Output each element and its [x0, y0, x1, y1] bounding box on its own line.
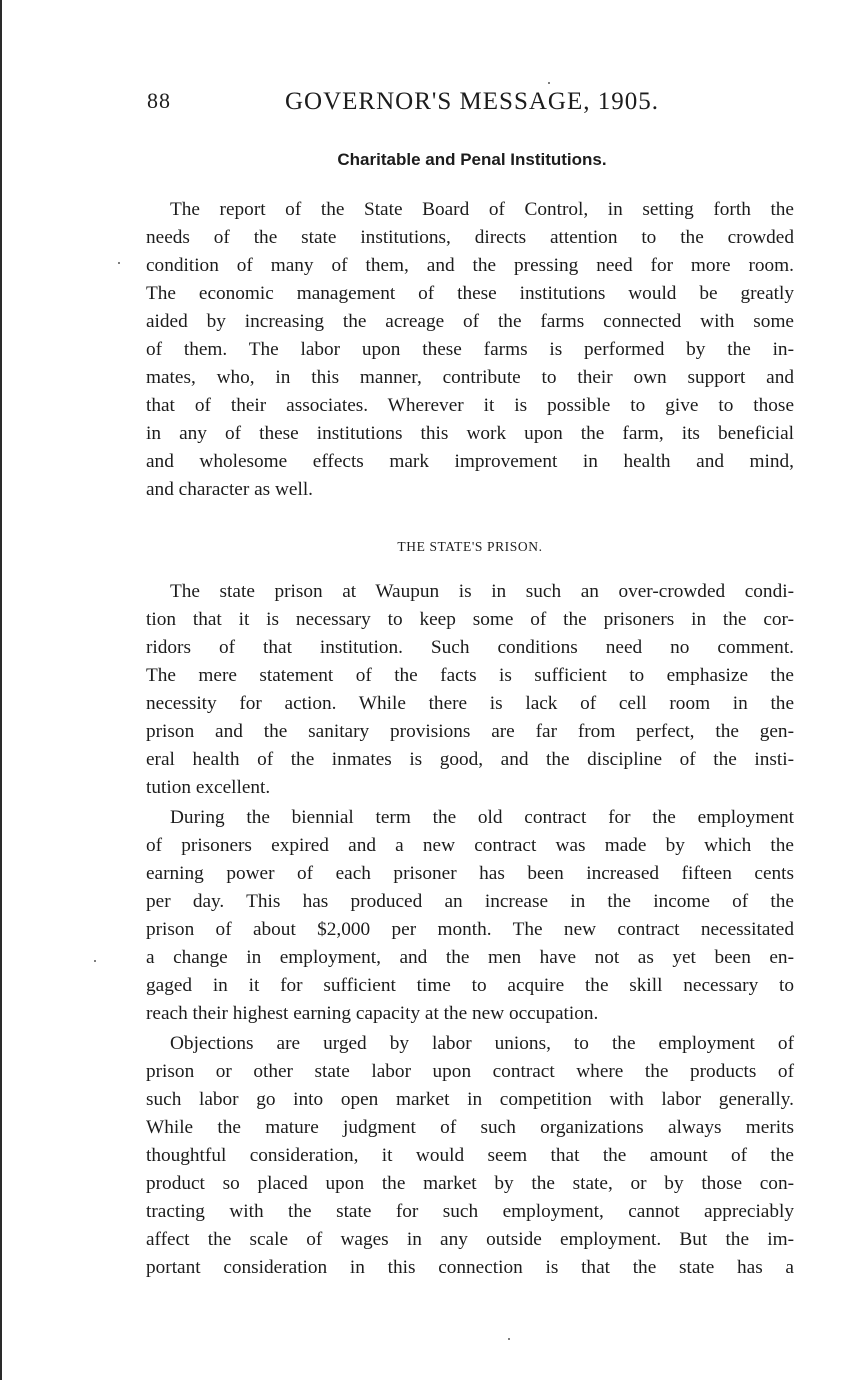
running-title: GOVERNOR'S MESSAGE, 1905.: [285, 88, 659, 115]
print-speck: [118, 262, 120, 264]
text-line: eral health of the inmates is good, and the discipline of the insti-: [146, 749, 794, 770]
text-line: product so placed upon the market by the state, or by those con-: [146, 1173, 794, 1194]
text-line: prison or other state labor upon contract where the products of: [146, 1061, 794, 1082]
print-speck: [548, 82, 550, 84]
print-speck: [94, 960, 96, 962]
text-line: necessity for action. While there is lack of cell room in the: [146, 693, 794, 714]
text-line: mates, who, in this manner, contribute to their own support and: [146, 367, 794, 388]
text-line: tracting with the state for such employment, cannot appreciably: [146, 1201, 794, 1222]
text-line: tion that it is necessary to keep some of the prisoners in the cor-: [146, 609, 794, 630]
paragraph: [146, 196, 794, 504]
subheading: THE STATE'S PRISON.: [397, 539, 543, 554]
running-head: [147, 88, 797, 124]
text-line: prison of about $2,000 per month. The new contract necessitated: [146, 919, 794, 940]
text-line: per day. This has produced an increase in the income of the: [146, 891, 794, 912]
text-line: The economic management of these institutions would be greatly: [146, 283, 794, 304]
text-line: and wholesome effects mark improvement in health and mind,: [146, 451, 794, 472]
text-line: While the mature judgment of such organizations always merits: [146, 1117, 794, 1138]
paragraph: [146, 1030, 794, 1282]
text-line: portant consideration in this connection is that the state has a: [146, 1257, 794, 1278]
print-speck: [508, 1338, 510, 1340]
paragraph: [146, 804, 794, 1028]
text-line: of them. The labor upon these farms is performed by the in-: [146, 339, 794, 360]
text-line: earning power of each prisoner has been increased fifteen cents: [146, 863, 794, 884]
text-line: a change in employment, and the men have not as yet been en-: [146, 947, 794, 968]
text-line: gaged in it for sufficient time to acquire the skill necessary to: [146, 975, 794, 996]
paragraph: [146, 578, 794, 802]
text-line: The mere statement of the facts is sufficient to emphasize the: [146, 665, 794, 686]
text-line: ridors of that institution. Such conditions need no comment.: [146, 637, 794, 658]
text-line: The state prison at Waupun is in such an over-crowded condi-: [170, 581, 794, 602]
text-line: such labor go into open market in competition with labor generally.: [146, 1089, 794, 1110]
page-edge: [0, 0, 2, 1380]
text-line: tution excellent.: [146, 777, 271, 798]
text-line: of prisoners expired and a new contract was made by which the: [146, 835, 794, 856]
text-line: condition of many of them, and the pressing need for more room.: [146, 255, 794, 276]
text-line: prison and the sanitary provisions are far from perfect, the gen-: [146, 721, 794, 742]
section-heading: Charitable and Penal Institutions.: [337, 150, 607, 169]
text-line: in any of these institutions this work upon the farm, its beneficial: [146, 423, 794, 444]
text-line: reach their highest earning capacity at the new occupation.: [146, 1003, 599, 1024]
text-line: Objections are urged by labor unions, to the employment of: [170, 1033, 794, 1054]
text-line: The report of the State Board of Control, in setting forth the: [170, 199, 794, 220]
text-line: thoughtful consideration, it would seem that the amount of the: [146, 1145, 794, 1166]
text-line: affect the scale of wages in any outside employment. But the im-: [146, 1229, 794, 1250]
text-line: aided by increasing the acreage of the farms connected with some: [146, 311, 794, 332]
text-line: and character as well.: [146, 479, 314, 500]
text-line: needs of the state institutions, directs attention to the crowded: [146, 227, 794, 248]
text-line: that of their associates. Wherever it is possible to give to those: [146, 395, 794, 416]
text-line: During the biennial term the old contract for the employment: [170, 807, 794, 828]
page-number: 88: [147, 88, 171, 113]
